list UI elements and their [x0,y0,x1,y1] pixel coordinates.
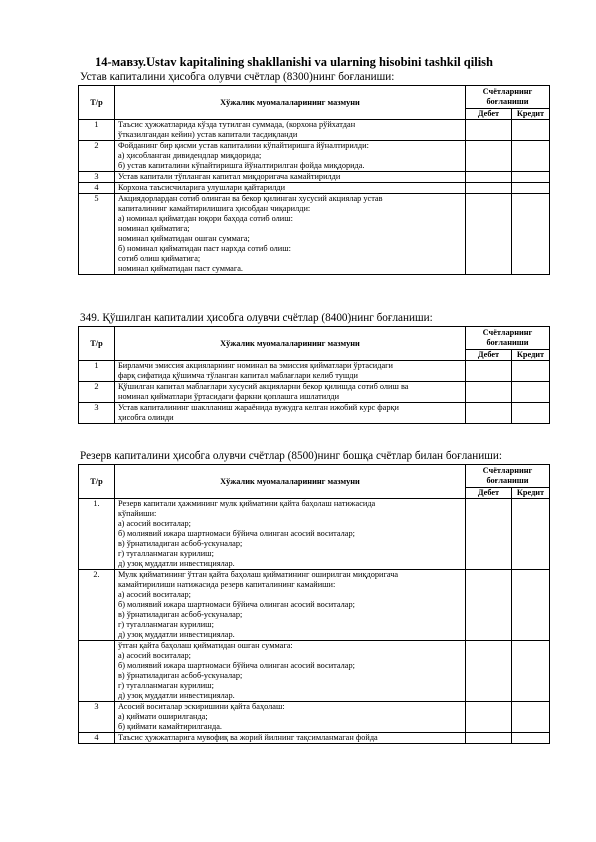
row-line: Устав капиталининг шаклланиш жараёнида вужудга келган ижобий курс фарқи [118,403,399,412]
header-content: Хўжалик муомалаларининг мазмуни [115,86,466,120]
header-credit: Кредит [511,488,549,499]
table-row [79,194,550,275]
row-number: 1. [79,499,115,570]
page-title: 14-мавзу.Ustav kapitalining shakllanishi va ularning hisobini tashkil qilish [95,55,493,69]
header-accounts: Счётларнинг боғланиши [465,86,549,109]
row-line: Таъсис ҳужжатларида кўзда тутилган суммада, (корхона рўйхатдан [118,120,356,129]
row-number: 2 [79,382,115,403]
row-line: в) ўрнатиладиган асбоб-ускуналар; [118,539,243,548]
credit-cell [511,172,549,183]
row-number [79,641,115,702]
header-debit: Дебет [465,350,511,361]
section-title: 349. Қўшилган капиталии ҳисобга олувчи счётлар (8400)нинг боғланиши: [80,312,433,324]
row-line: номинал қийматига; [118,224,190,233]
debit-cell [465,382,511,403]
row-content [115,194,466,275]
row-line: номинал қийматлари ўртасидаги фаркни қоплашга ишлатилди [118,392,340,401]
row-line: б) қиймати камайтирилганда. [118,722,222,731]
table-row [79,120,550,141]
header-content: Хўжалик муомалаларининг мазмуни [115,327,466,361]
row-line: Қўшилган капитал маблағлари хусусий акцияларни бекор қилишда сотиб олиш ва [118,382,409,391]
row-content [115,403,466,424]
row-content [115,361,466,382]
accounts-table [78,464,550,744]
credit-cell [511,733,549,744]
row-line: б) молиявий ижара шартномаси бўйича олинган асосий воситалар; [118,661,355,670]
row-line: сотиб олиш қийматига; [118,254,201,263]
accounts-table [78,85,550,275]
debit-cell [465,702,511,733]
table-row [79,361,550,382]
row-line: Акциядорлардан сотиб олинган ва бекор қилинган хусусий акциялар устав [118,194,383,203]
credit-cell [511,141,549,172]
row-content [115,499,466,570]
row-content [115,733,466,744]
row-line: а) асосий воситалар; [118,519,191,528]
accounts-table [78,326,550,424]
row-line: Фойданинг бир қисми устав капиталини кўпайтиришга йўналтирилди: [118,141,369,150]
row-line: а) ҳисобланган дивидендлар миқдорида; [118,151,262,160]
debit-cell [465,172,511,183]
debit-cell [465,141,511,172]
row-line: Корхона таъсисчиларига улушлари қайтарилди [118,183,286,192]
header-credit: Кредит [511,350,549,361]
row-line: а) номинал қийматдан юқори баҳода сотиб олиш: [118,214,293,223]
row-content [115,382,466,403]
credit-cell [511,702,549,733]
row-number: 1 [79,361,115,382]
header-accounts: Счётларнинг боғланиши [465,465,549,488]
row-number: 1 [79,120,115,141]
debit-cell [465,183,511,194]
row-line: Резерв капитали ҳажмининг мулк қийматини қайта баҳолаш натижасида [118,499,376,508]
row-content [115,702,466,733]
row-content [115,120,466,141]
debit-cell [465,361,511,382]
header-debit: Дебет [465,109,511,120]
debit-cell [465,641,511,702]
header-content: Хўжалик муомалаларининг мазмуни [115,465,466,499]
debit-cell [465,499,511,570]
row-line: номинал қийматидан паст суммага. [118,264,243,273]
row-line: а) қиймати оширилганда; [118,712,208,721]
header-num: Т/р [79,86,115,120]
row-line: в) ўрнатиладиган асбоб-ускуналар; [118,671,243,680]
row-content [115,570,466,641]
header-num: Т/р [79,327,115,361]
row-content [115,172,466,183]
table-row [79,141,550,172]
row-number: 3 [79,702,115,733]
row-line: б) молиявий ижара шартномаси бўйича олинган асосий воситалар; [118,529,355,538]
header-debit: Дебет [465,488,511,499]
table-row [79,641,550,702]
credit-cell [511,641,549,702]
row-line: капиталининг камайтирилишига ҳисобдан чиқарилди: [118,204,311,213]
row-line: в) ўрнатиладиган асбоб-ускуналар; [118,610,243,619]
row-content [115,183,466,194]
row-line: ўтказилгандан кейин) устав капитали тасдиқланди [118,130,298,139]
row-number: 2 [79,141,115,172]
row-number: 5 [79,194,115,275]
row-line: б) молиявий ижара шартномаси бўйича олинган асосий воситалар; [118,600,355,609]
debit-cell [465,403,511,424]
debit-cell [465,120,511,141]
table-row [79,172,550,183]
credit-cell [511,361,549,382]
row-line: д) узоқ муддатли инвестициялар. [118,630,235,639]
section-title: Устав капиталини ҳисобга олувчи счётлар (8300)нинг боғланиши: [80,71,395,83]
debit-cell [465,733,511,744]
row-number: 4 [79,733,115,744]
credit-cell [511,499,549,570]
row-line: Таъсис ҳужжатларига мувофиқ ва жорий йилнинг тақсимланмаган фойда [118,733,378,742]
row-content [115,641,466,702]
table-row [79,499,550,570]
header-num: Т/р [79,465,115,499]
table-row [79,183,550,194]
row-line: Устав капитали тўпланган капитал миқдоригача камайтирилди [118,172,341,181]
table-row [79,403,550,424]
row-line: г) тугалланмаган курилиш; [118,681,214,690]
credit-cell [511,120,549,141]
credit-cell [511,403,549,424]
row-line: кўпайиши: [118,509,157,518]
row-line: ҳисобга олинди [118,413,174,422]
row-line: фарқ сифатида қўшимча тўланган капитал маблағлари келиб тушди [118,371,358,380]
row-number: 2. [79,570,115,641]
section-title: Резерв капиталини ҳисобга олувчи счётлар (8500)нинг бошқа счётлар билан боғланиши: [80,450,502,462]
row-line: д) узоқ муддатли инвестициялар. [118,559,235,568]
row-line: г) тугалланмаган курилиш; [118,549,214,558]
table-row [79,382,550,403]
row-line: ўтган қайта баҳолаш қийматидан ошган суммага: [118,641,293,650]
row-line: б) номинал қийматидан паст нархда сотиб олиш: [118,244,291,253]
table-row [79,570,550,641]
header-accounts: Счётларнинг боғланиши [465,327,549,350]
header-credit: Кредит [511,109,549,120]
credit-cell [511,570,549,641]
row-line: камайтирилиши натижасида резерв капиталининг камайиши: [118,580,336,589]
credit-cell [511,382,549,403]
credit-cell [511,183,549,194]
table-row [79,733,550,744]
row-number: 3 [79,172,115,183]
table-row [79,702,550,733]
row-line: номинал қийматидан ошган суммага; [118,234,250,243]
row-line: а) асосий воситалар; [118,590,191,599]
row-line: Бирламчи эмиссия акцияларнинг номинал ва эмиссия қийматлари ўртасидаги [118,361,393,370]
row-line: г) тугалланмаган курилиш; [118,620,214,629]
row-number: 3 [79,403,115,424]
row-line: Мулк қийматининг ўтган қайта баҳолаш қийматининг оширилган миқдоригача [118,570,399,579]
row-number: 4 [79,183,115,194]
row-line: Асосий воситалар эскиришини қайта баҳолаш: [118,702,285,711]
row-line: а) асосий воситалар; [118,651,191,660]
row-content [115,141,466,172]
debit-cell [465,194,511,275]
debit-cell [465,570,511,641]
row-line: д) узоқ муддатли инвестициялар. [118,691,235,700]
row-line: б) устав капиталини кўпайтиришга йўналтирилган фойда миқдорида. [118,161,365,170]
credit-cell [511,194,549,275]
